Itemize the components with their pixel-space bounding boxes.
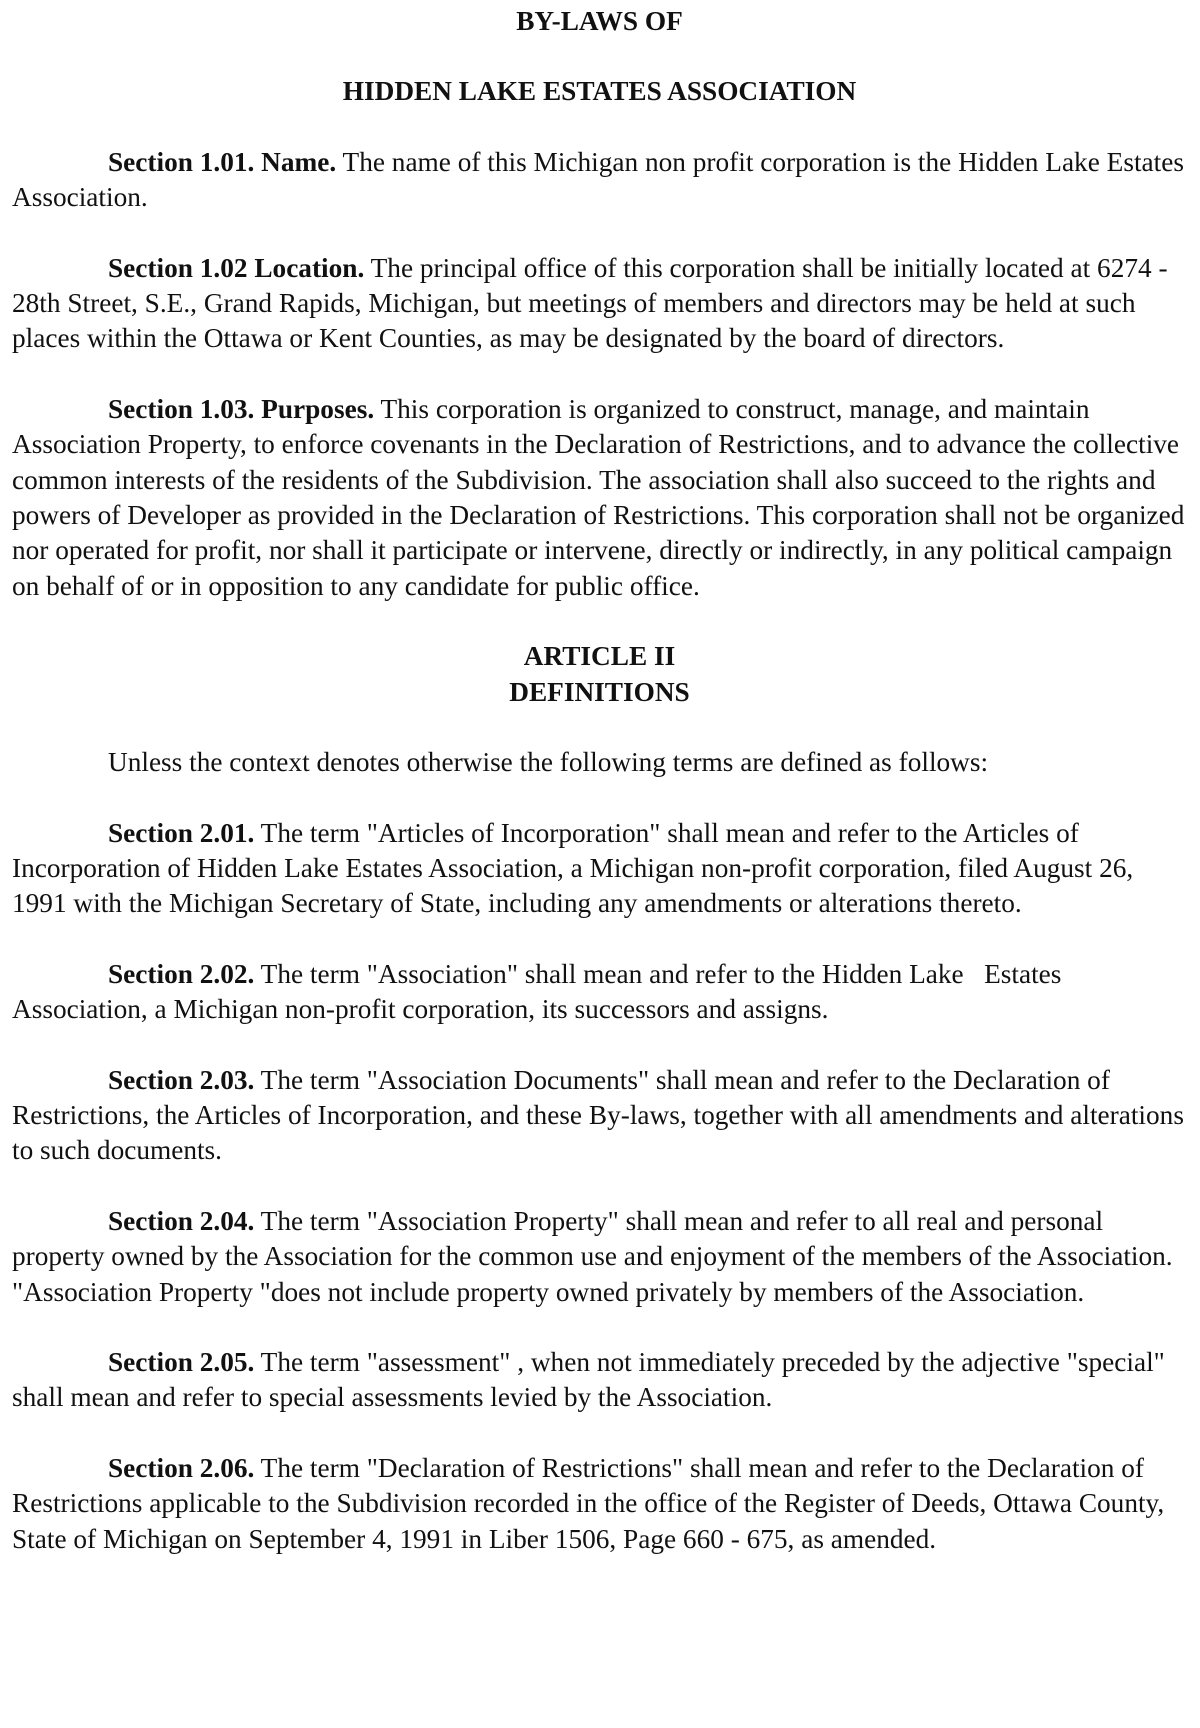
section-text: The term "assessment" , when not immediately preceded by the adjective "special" shall mean and refer to special assessments levied by the Association.	[12, 1346, 1165, 1413]
section-text: The principal office of this corporation shall be initially located at 6274 - 28th Street, S.E., Grand Rapids, Michigan, but meetings of members and directors may be held at such places within the Ottawa or Kent Counties, as may be designated by the board of directors.	[12, 252, 1168, 354]
section-heading: Section 2.06.	[108, 1452, 255, 1483]
section-heading: Section 1.03. Purposes.	[108, 393, 375, 424]
section-2-03	[12, 1063, 1187, 1169]
association-name-title: HIDDEN LAKE ESTATES ASSOCIATION	[342, 76, 857, 107]
section-1-01	[12, 145, 1187, 216]
section-text: The term "Association Documents" shall mean and refer to the Declaration of Restrictions, the Articles of Incorporation, and these By-laws, together with all amendments and alterations to such documents.	[12, 1064, 1184, 1166]
section-text: The term "Association Property" shall mean and refer to all real and personal property owned by the Association for the common use and enjoyment of the members of the Association. "Association Property "does not include property owned privately by members of the Association.	[12, 1205, 1173, 1307]
section-heading: Section 2.04.	[108, 1205, 255, 1236]
section-text: The name of this Michigan non profit corporation is the Hidden Lake Estates Association.	[12, 146, 1184, 213]
section-2-06	[12, 1451, 1187, 1557]
document-page	[12, 4, 1187, 1557]
section-2-01	[12, 816, 1187, 922]
section-2-02	[12, 957, 1187, 1028]
section-text: The term "Association" shall mean and refer to the Hidden Lake Estates Association, a Michigan non-profit corporation, its successors and assigns.	[12, 958, 1067, 1025]
section-2-04	[12, 1204, 1187, 1310]
article-heading	[12, 639, 1187, 710]
article-name: DEFINITIONS	[509, 676, 690, 707]
section-2-05	[12, 1345, 1187, 1416]
section-text: This corporation is organized to construct, manage, and maintain Association Property, to enforce covenants in the Declaration of Restrictions, and to advance the collective common interests of the residents of the Subdivision. The association shall also succeed to the rights and powers of Developer as provided in the Declaration of Restrictions. This corporation shall not be organized nor operated for profit, nor shall it participate or intervene, directly or indirectly, in any political campaign on behalf of or in opposition to any candidate for public office.	[12, 393, 1185, 601]
definitions-intro: Unless the context denotes otherwise the following terms are defined as follows:	[108, 747, 989, 778]
article-number: ARTICLE II	[523, 641, 676, 672]
section-heading: Section 2.02.	[108, 958, 255, 989]
section-1-02	[12, 251, 1187, 357]
section-heading: Section 2.01.	[108, 817, 255, 848]
section-text: The term "Declaration of Restrictions" shall mean and refer to the Declaration of Restrictions applicable to the Subdivision recorded in the office of the Register of Deeds, Ottawa County, State of Michigan on September 4, 1991 in Liber 1506, Page 660 - 675, as amended.	[12, 1452, 1165, 1554]
document-title: BY-LAWS OF	[516, 6, 683, 36]
section-heading: Section 2.05.	[108, 1346, 255, 1377]
section-heading: Section 1.02 Location.	[108, 252, 365, 283]
section-text: The term "Articles of Incorporation" shall mean and refer to the Articles of Incorporation of Hidden Lake Estates Association, a Michigan non-profit corporation, filed August 26, 1991 with the Michigan Secretary of State, including any amendments or alterations thereto.	[12, 817, 1134, 919]
section-heading: Section 2.03.	[108, 1064, 255, 1095]
section-heading: Section 1.01. Name.	[108, 146, 337, 177]
section-1-03	[12, 392, 1187, 604]
